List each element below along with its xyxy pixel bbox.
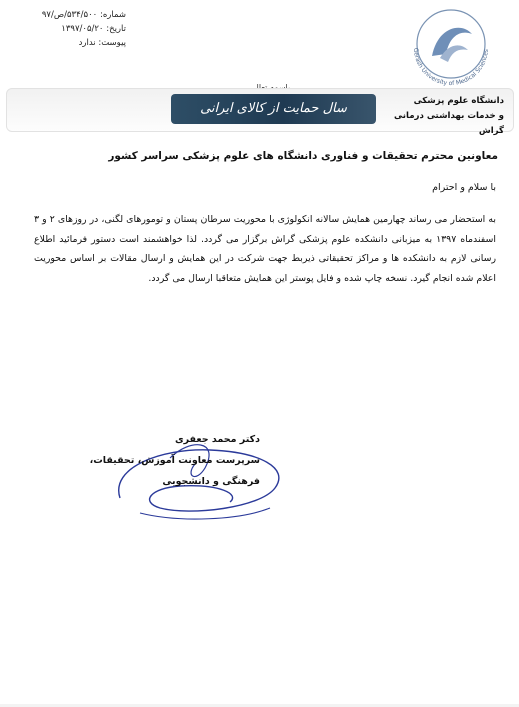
university-name-line2: و خدمات بهداشتی درمانی گراش — [394, 111, 504, 136]
logo-ring — [417, 10, 485, 78]
letter-date: تاریخ: ۱۳۹۷/۰۵/۲۰ — [61, 24, 126, 34]
header-banner — [6, 88, 512, 136]
letter-attachment: پیوست: ندارد — [78, 38, 126, 48]
letter-recipient: معاونین محترم تحقیقات و فناوری دانشگاه های علوم پزشکی سراسر کشور — [108, 150, 498, 162]
university-name — [386, 94, 504, 139]
signatory-name: دکتر محمد جعفری — [174, 434, 260, 445]
letter-metadata — [6, 8, 126, 50]
signature-stroke-tail — [140, 508, 270, 519]
letter-body: به استحضار می رساند چهارمین همایش سالانه انکولوژی با محوریت سرطان پستان و تومورهای لگنی، در روزهای ۲ و ۳ اسفندماه ۱۳۹۷ به میزبانی دانشکده علوم پزشکی گراش برگزار می گردد. لذا خواهشمند است دستور فرمائید اطلاع رسانی لازم به دانشکده ها و مراکز تحقیقاتی ذیربط جهت شرکت در این همایش و ارسال مقالات بر اساس محوریت اعلام شده انجام گیرد. نسخه چاپ شده و فایل پوستر این همایش متعاقبا ارسال می گردد. — [34, 214, 496, 284]
letter-number: شماره: ۵۳۴/۵۰۰/ص/۹۷ — [41, 10, 126, 20]
signatory-title-line2: فرهنگی و دانشجویی — [162, 476, 260, 487]
university-name-line1: دانشگاه علوم پزشکی — [413, 96, 504, 106]
year-slogan: سال حمایت از کالای ایرانی — [200, 101, 347, 116]
signatory-title-line1: سرپرست معاونت آموزش، تحقیقات، — [89, 455, 260, 466]
logo-text: Gerash University of Medical Sciences — [411, 47, 491, 88]
letter-greeting: با سلام و احترام — [432, 182, 496, 193]
university-logo — [392, 4, 510, 88]
